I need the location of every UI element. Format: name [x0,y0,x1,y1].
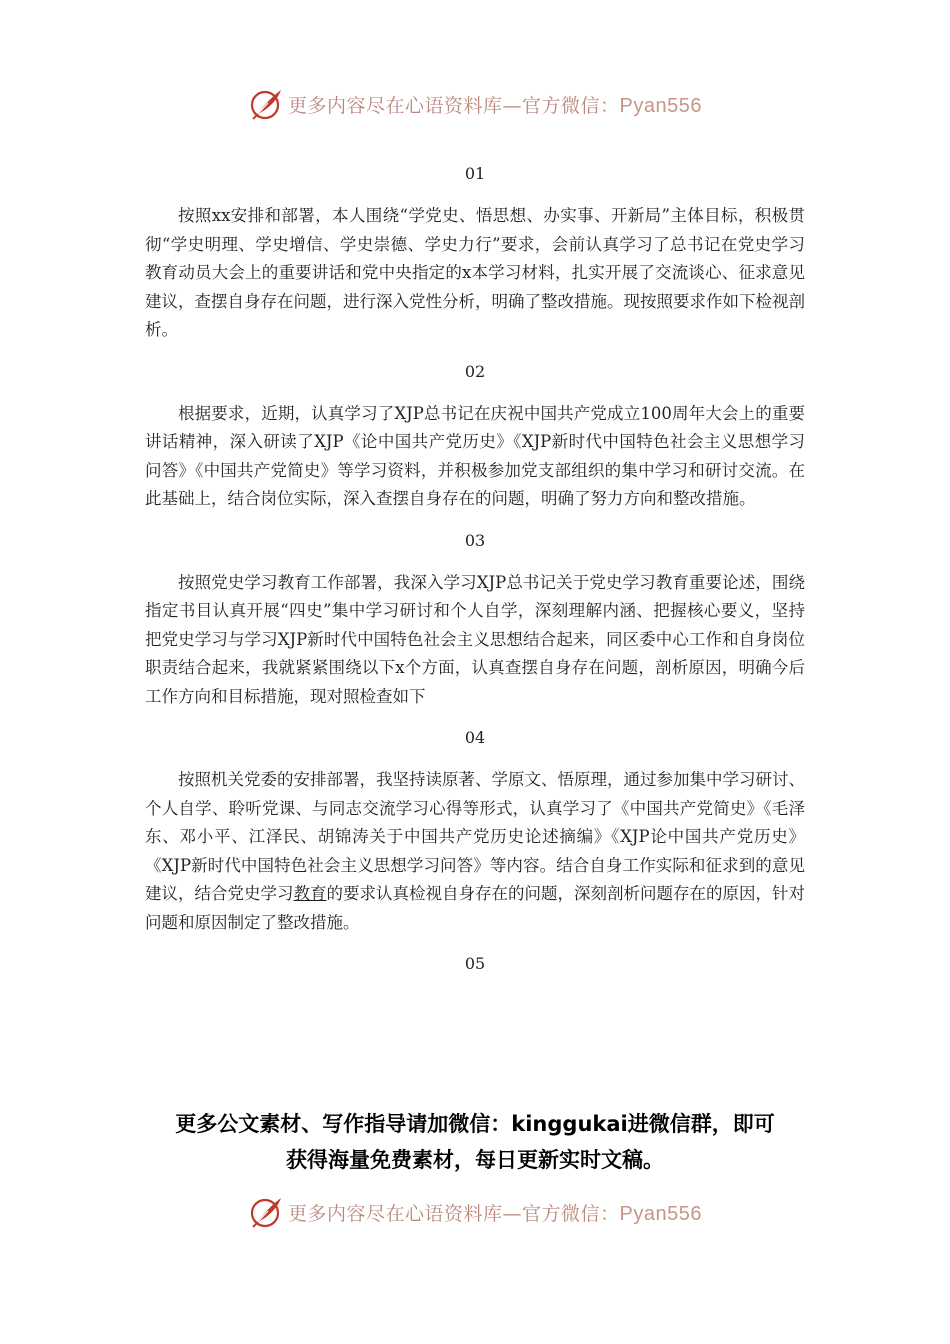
feather-pen-logo-icon [248,86,284,122]
footer-banner-text [288,1199,702,1226]
footer-banner [0,1190,950,1234]
footer-wechat-id: Pyan556 [619,1202,702,1225]
footer-banner-label: 更多内容尽在心语资料库—官方微信： [288,1202,620,1225]
header-banner-label: 更多内容尽在心语资料库—官方微信： [288,94,620,117]
section-number-05: 05 [464,954,486,973]
promo-line-1: 更多公文素材、写作指导请加微信：kinggukai进微信群，即可 [175,1112,775,1136]
section-02-paragraph: 根据要求，近期，认真学习了XJP总书记在庆祝中国共产党成立100周年大会上的重要讲话精神，深入研读了XJP《论中国共产党历史》《XJP新时代中国特色社会主义思想学习问答》《中国共产党简史》等学习资料，并积极参加党支部组织的集中学习和研讨交流。在此基础上，结合岗位实际，深入查摆自身存在的问题，明确了努力方向和整改措施。 [145,403,805,508]
section-04-text-before-link: 按照机关党委的安排部署，我坚持读原著、学原文、悟原理，通过参加集中学习研讨、个人自学、聆听党课、与同志交流学习心得等形式，认真学习了《中国共产党简史》《毛泽东、邓小平、江泽民、胡锦涛关于中国共产党历史论述摘编》《XJP论中国共产党历史》《XJP新时代中国特色社会主义思想学习问答》等内容。结合自身工作实际和征求到的意见建议，结合党史学习 [145,770,805,903]
header-banner-text [288,91,702,118]
header-banner [0,82,950,126]
section-01-paragraph: 按照xx安排和部署，本人围绕“学党史、悟思想、办实事、开新局”主体目标，积极贯彻“学史明理、学史增信、学史崇德、学史力行”要求，会前认真学习了总书记在党史学习教育动员大会上的重要讲话和党中央指定的x本学习材料，扎实开展了交流谈心、征求意见建议，查摆自身存在问题，进行深入党性分析，明确了整改措施。现按照要求作如下检视剖析。 [145,206,805,339]
section-number-01: 01 [464,164,486,183]
section-number-03: 03 [464,530,486,550]
section-04-text-after-link: 的要求认真检视自身存在的问题，深刻剖析问题存在的原因，针对问题和原因制定了整改措施。 [145,884,805,932]
section-04-paragraph [145,766,805,937]
promo-notice [110,1106,840,1178]
feather-pen-logo-icon [248,1194,284,1230]
section-number-04: 04 [464,728,486,747]
promo-line-2: 获得海量免费素材，每日更新实时文稿。 [286,1148,664,1172]
education-link[interactable]: 教育 [293,884,327,903]
section-03-paragraph: 按照党史学习教育工作部署，我深入学习XJP总书记关于党史学习教育重要论述，围绕指定书目认真开展“四史”集中学习研讨和个人自学，深刻理解内涵、把握核心要义，坚持把党史学习与学习XJP新时代中国特色社会主义思想结合起来，同区委中心工作和自身岗位职责结合起来，我就紧紧围绕以下x个方面，认真查摆自身存在问题，剖析原因，明确今后工作方向和目标措施，现对照检查如下 [145,572,805,706]
document-body [145,160,805,992]
header-wechat-id: Pyan556 [619,94,702,117]
section-number-02: 02 [464,361,486,381]
